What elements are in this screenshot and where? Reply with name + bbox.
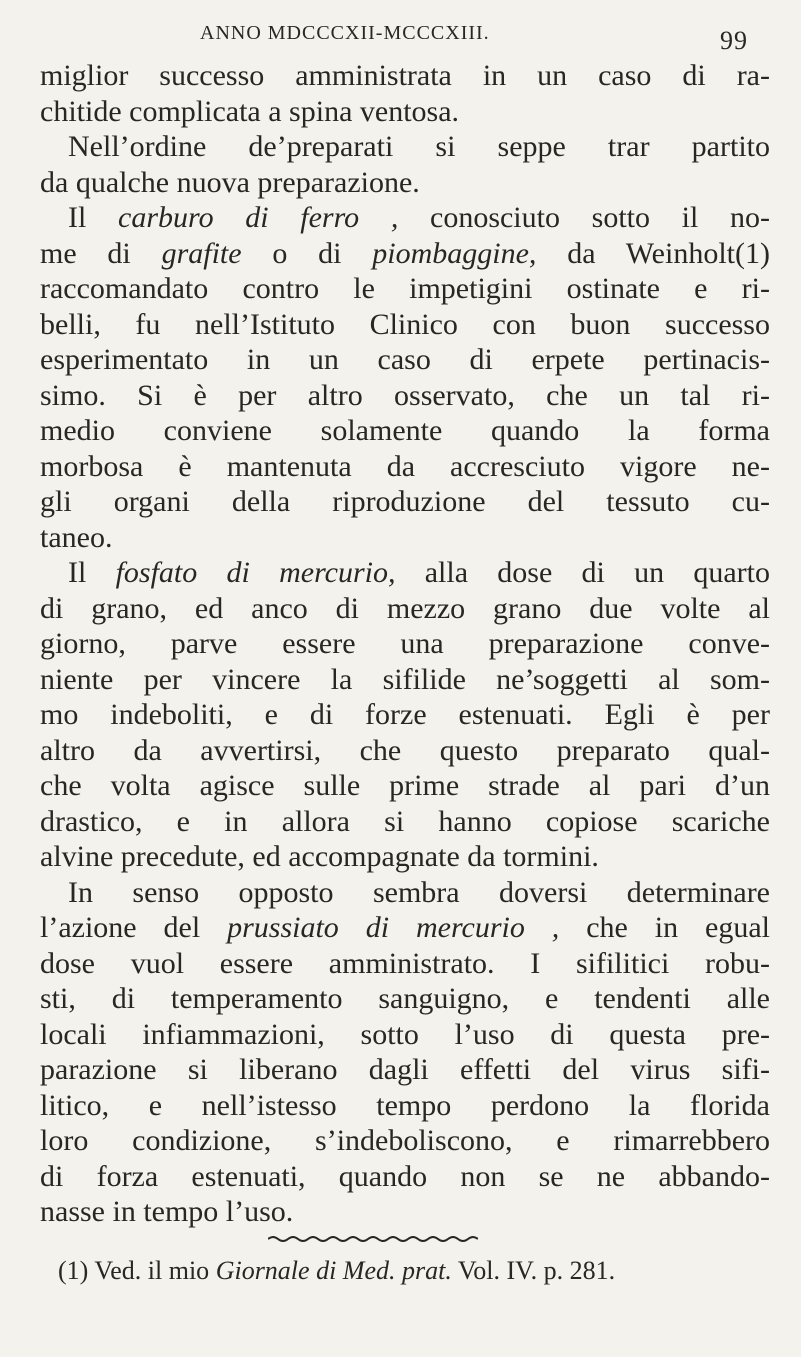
text-line (40, 376, 770, 416)
footnote-separator (268, 1234, 478, 1244)
italic-term: fosfato di mercurio, (115, 556, 396, 589)
line-text: drastico, e in allora si hanno copiose scariche (40, 804, 770, 838)
line-text: litico, e nell’istesso tempo perdono la florida (40, 1088, 770, 1122)
line-text: chitide complicata a spina ventosa. (40, 94, 460, 128)
footnote (58, 1254, 758, 1288)
line-text: conosciuto sotto il no- (398, 201, 771, 234)
line-text: me di (40, 236, 162, 270)
text-line (40, 127, 770, 167)
text-line (40, 92, 770, 132)
text-line (40, 163, 770, 203)
line-text: alvine precedute, ed accompagnate da tormini. (40, 840, 599, 873)
page-number: 99 (720, 26, 748, 55)
text-line (40, 340, 770, 380)
text-line (40, 234, 770, 274)
text-line (40, 1015, 770, 1055)
text-line (40, 624, 770, 664)
text-line (40, 411, 770, 451)
line-text: o di (241, 236, 373, 270)
text-line (40, 1086, 770, 1126)
footnote-suffix: Vol. IV. p. 281. (451, 1256, 616, 1285)
line-text: di grano, ed anco di mezzo grano due volte al (40, 591, 770, 625)
line-text: gli organi della riproduzione del tessuto cu- (40, 485, 770, 518)
line-text: Nell’ordine de’preparati si seppe trar partito (68, 130, 770, 163)
italic-term: prussiato di mercurio , (227, 911, 560, 944)
text-line (40, 553, 770, 593)
text-line (40, 447, 770, 487)
text-line (40, 660, 770, 700)
line-text: raccomandato contro le impetigini ostinate e ri- (40, 272, 770, 305)
line-text: Il (68, 201, 119, 234)
line-text: medio conviene solamente quando la forma (40, 414, 770, 447)
line-text: sti, di temperamento sanguigno, e tendenti alle (40, 982, 770, 1015)
line-text: In senso opposto sembra doversi determinare (68, 875, 770, 909)
line-text: niente per vincere la sifilide ne’soggetti al som- (40, 662, 770, 696)
text-line (40, 198, 770, 238)
line-text: dose vuol essere amministrato. I sifilitici robu- (40, 946, 770, 980)
text-line (40, 589, 770, 629)
line-text: simo. Si è per altro osservato, che un tal ri- (40, 378, 770, 412)
line-text: di forza estenuati, quando non se ne abbando- (40, 1159, 770, 1193)
line-text: da Weinholt(1) (536, 236, 770, 270)
text-line (40, 731, 770, 771)
text-line (40, 1050, 770, 1090)
text-line (40, 1121, 770, 1161)
text-line (40, 1157, 770, 1197)
line-text: da qualche nuova preparazione. (40, 165, 420, 199)
line-text: morbosa è mantenuta da accresciuto vigore ne- (40, 449, 770, 483)
text-line (40, 518, 770, 558)
text-line (40, 873, 770, 913)
text-line (40, 908, 770, 948)
line-text: nasse in tempo l’uso. (40, 1195, 294, 1228)
text-line (40, 695, 770, 735)
line-text: locali infiammazioni, sotto l’uso di questa pre- (40, 1017, 770, 1051)
italic-term: carburo di ferro , (118, 201, 399, 234)
line-text: altro da avvertirsi, che questo preparato qual- (40, 733, 770, 767)
text-line (40, 766, 770, 806)
line-text: giorno, parve essere una preparazione conve- (40, 627, 770, 660)
text-line (40, 269, 770, 309)
running-head: ANNO MDCCCXII-MCCCXIII. (200, 22, 490, 44)
italic-term: grafite (161, 236, 242, 270)
footnote-prefix: (1) Ved. il mio (58, 1256, 216, 1285)
text-line (40, 305, 770, 345)
text-line (40, 944, 770, 984)
text-line (40, 56, 770, 96)
line-text: parazione si liberano dagli effetti del virus sifi- (40, 1053, 770, 1086)
line-text: taneo. (40, 520, 113, 554)
text-line (40, 979, 770, 1019)
line-text: alla dose di un quarto (395, 556, 770, 589)
text-line (40, 802, 770, 842)
line-text: l’azione del (40, 911, 228, 944)
line-text: loro condizione, s’indeboliscono, e rimarrebbero (40, 1124, 770, 1157)
line-text: Il (68, 556, 116, 589)
footnote-journal: Giornale di Med. prat. (215, 1256, 452, 1285)
line-text: mo indeboliti, e di forze estenuati. Egli è per (40, 698, 770, 731)
text-line (40, 837, 770, 877)
line-text: miglior successo amministrata in un caso di ra- (40, 59, 770, 92)
text-line (40, 482, 770, 522)
text-line (40, 1192, 770, 1232)
italic-term: piombaggine, (372, 236, 537, 270)
line-text: che volta agisce sulle prime strade al pari d’un (40, 769, 770, 802)
line-text: belli, fu nell’Istituto Clinico con buon successo (40, 307, 770, 341)
line-text: esperimentato in un caso di erpete pertinacis- (40, 343, 770, 376)
line-text: che in egual (559, 911, 770, 944)
